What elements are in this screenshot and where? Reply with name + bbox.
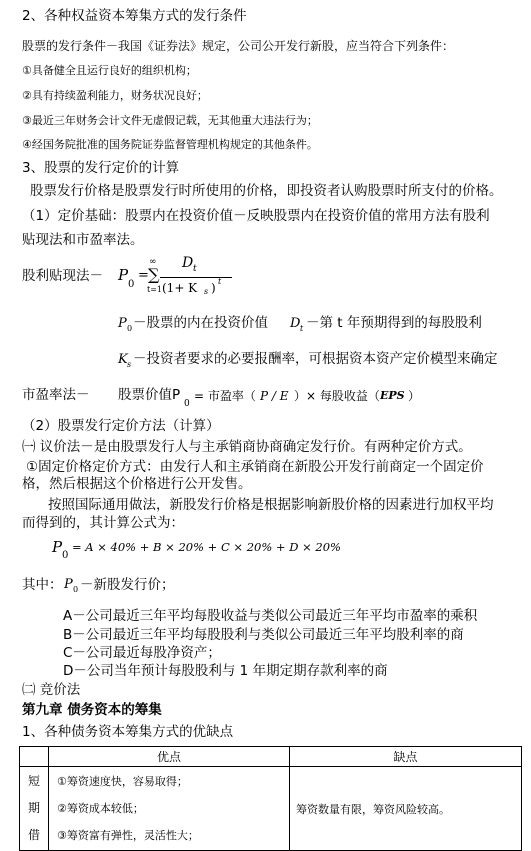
row-label-char: 短 (27, 774, 40, 788)
dividend-discount-formula: P 0 = ∞ ∑ t=1 D t (1+ K s ) t (118, 256, 238, 302)
dt-description: －第 t 年预期得到的每股股利 (306, 315, 482, 331)
ks-symbol: K (118, 352, 128, 367)
dt-symbol: D (290, 316, 301, 331)
intl-practice-paragraph: 而得到的，其计算公式为： (22, 515, 184, 531)
where-description: －新股发行价； (80, 577, 175, 593)
fixed-price-paragraph: 格，然后根据这个价格进行公开发售。 (22, 476, 252, 492)
fixed-price-paragraph: ①固定价格定价方式：由发行人和主承销商在新股公开发行前商定一个固定价 (26, 459, 484, 475)
table-header-cell: 优点 (49, 747, 290, 767)
ks-description: －投资者要求的必要报酬率，可根据资本资产定价模型来确定 (133, 351, 498, 367)
advantage-item: ②筹资成本较低； (57, 802, 144, 815)
negotiated-method: ㈠ 议价法－是由股票发行人与主承销商协商确定发行价。有两种定价方式。 (22, 439, 472, 455)
table-header-cell (20, 747, 49, 767)
chapter-title: 第九章 债务资本的筹集 (22, 702, 162, 718)
issue-conditions-intro: 股票的发行条件－我国《证券法》规定，公司公开发行新股，应当符合下列条件： (22, 39, 455, 53)
condition-item: ①具备健全且运行良好的组织机构； (22, 64, 197, 77)
advantage-item: ③筹资富有弹性，灵活性大； (57, 829, 199, 842)
subsection-heading: 1、各种债务资本筹集方式的优缺点 (22, 724, 234, 740)
condition-item: ③最近三年财务会计文件无虚假记载，无其他重大违法行为； (22, 114, 318, 127)
definition-paragraph: 股票发行价格是股票发行时所使用的价格，即投资者认购股票时所支付的价格。 (30, 183, 503, 199)
weighted-price-formula: P 0 = A × 40% + B × 20% + C × 20% + D × 20% (52, 538, 341, 561)
factor-item: A－公司最近三年平均每股收益与类似公司最近三年平均市盈率的乘积 (63, 608, 478, 624)
table-header-cell: 缺点 (290, 747, 522, 767)
intl-practice-paragraph: 按照国际通用做法，新股发行价格是根据影响新股价格的因素进行加权平均 (48, 497, 494, 513)
p0-description: －股票的内在投资价值 (133, 315, 268, 331)
basis-paragraph: （1）定价基础：股票内在投资价值－反映股票内在投资价值的常用方法有股利 (22, 208, 490, 224)
debt-financing-table (19, 746, 522, 851)
p0-symbol: P (64, 577, 73, 592)
basis-paragraph: 贴现法和市盈率法。 (22, 232, 144, 248)
row-label-char: 借 (27, 828, 40, 842)
ks-subscript: s (127, 360, 132, 369)
advantages-cell (49, 767, 290, 851)
condition-item: ④经国务院批准的国务院证券监督管理机构规定的其他条件。 (22, 138, 318, 151)
p0-symbol: P (118, 316, 127, 331)
where-label: 其中： (22, 577, 63, 593)
p0-subscript: 0 (73, 585, 79, 594)
pe-method-label: 市盈率法－ (22, 387, 90, 403)
auction-method: ㈡ 竞价法 (22, 682, 81, 698)
methods-heading: （2）股票发行定价方法（计算） (22, 418, 220, 434)
advantage-item: ①筹资速度快，容易取得； (57, 775, 188, 788)
dt-subscript: t (300, 324, 304, 333)
p0-subscript: 0 (127, 324, 133, 333)
section-heading: 2、各种权益资本筹集方式的发行条件 (22, 8, 247, 24)
table-header-row (20, 747, 522, 767)
section-heading: 3、股票的发行定价的计算 (22, 160, 180, 176)
row-label-char: 期 (27, 801, 40, 815)
dividend-method-label: 股利贴现法－ (22, 268, 103, 284)
condition-item: ②具有持续盈利能力，财务状况良好； (22, 89, 208, 102)
pe-formula: 股票价值P 0 = 市盈率（ P / E ）× 每股收益（ EPS ） (118, 387, 421, 409)
factor-item: D－公司当年预计每股股利与 1 年期定期存款利率的商 (63, 663, 388, 679)
table-row (20, 767, 522, 851)
disadvantages-cell: 筹资数量有限，筹资风险较高。 (290, 767, 522, 851)
row-label-cell (20, 767, 49, 851)
factor-item: C－公司最近每股净资产； (63, 645, 221, 661)
factor-item: B－公司最近三年平均每股股利与类似公司最近三年平均股利率的商 (63, 627, 464, 643)
